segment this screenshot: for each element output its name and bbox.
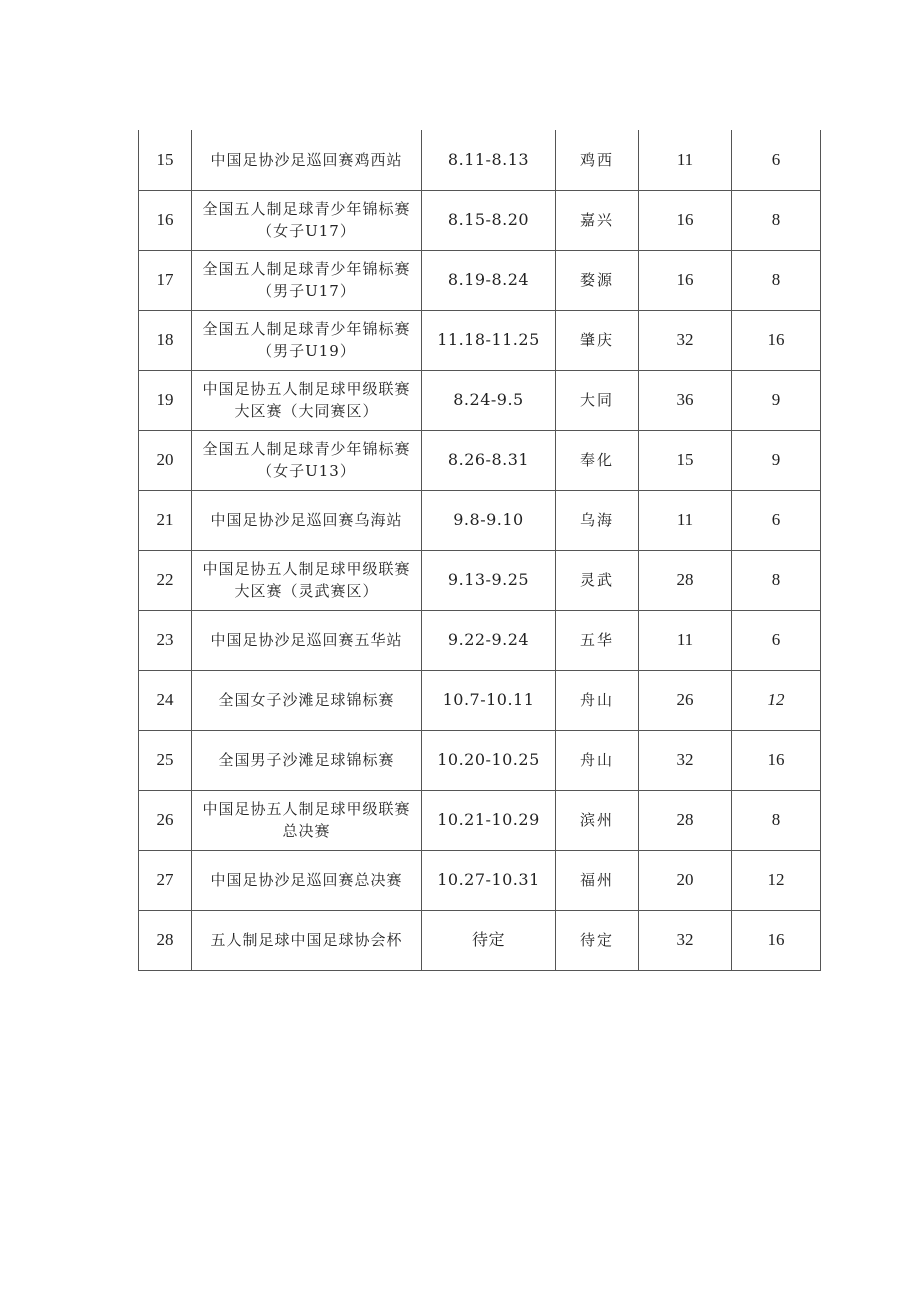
competition-schedule-table bbox=[138, 130, 821, 971]
event-count-a: 20 bbox=[639, 850, 732, 910]
event-count-a: 28 bbox=[639, 790, 732, 850]
event-dates: 10.21-10.29 bbox=[422, 790, 556, 850]
event-name: 中国足协沙足巡回赛五华站 bbox=[192, 610, 422, 670]
event-count-a: 15 bbox=[639, 430, 732, 490]
event-dates: 9.22-9.24 bbox=[422, 610, 556, 670]
row-number: 24 bbox=[139, 670, 192, 730]
row-number: 16 bbox=[139, 190, 192, 250]
row-number: 19 bbox=[139, 370, 192, 430]
table-row bbox=[139, 250, 821, 310]
row-number: 21 bbox=[139, 490, 192, 550]
event-count-a: 11 bbox=[639, 130, 732, 190]
event-count-b: 9 bbox=[732, 370, 821, 430]
table-row bbox=[139, 490, 821, 550]
table-row bbox=[139, 370, 821, 430]
table-row bbox=[139, 730, 821, 790]
table-row bbox=[139, 610, 821, 670]
event-dates: 8.11-8.13 bbox=[422, 130, 556, 190]
table-row bbox=[139, 430, 821, 490]
event-name: 中国足协沙足巡回赛总决赛 bbox=[192, 850, 422, 910]
event-count-b: 12 bbox=[732, 670, 821, 730]
table-row bbox=[139, 850, 821, 910]
event-count-b: 8 bbox=[732, 790, 821, 850]
event-count-b: 6 bbox=[732, 610, 821, 670]
event-dates: 8.26-8.31 bbox=[422, 430, 556, 490]
event-count-b: 9 bbox=[732, 430, 821, 490]
event-count-a: 32 bbox=[639, 910, 732, 970]
event-count-a: 32 bbox=[639, 310, 732, 370]
row-number: 18 bbox=[139, 310, 192, 370]
event-name: 五人制足球中国足球协会杯 bbox=[192, 910, 422, 970]
event-location: 肇庆 bbox=[556, 310, 639, 370]
event-count-a: 36 bbox=[639, 370, 732, 430]
event-name: 全国五人制足球青少年锦标赛（女子U13） bbox=[192, 430, 422, 490]
event-location: 待定 bbox=[556, 910, 639, 970]
row-number: 23 bbox=[139, 610, 192, 670]
event-count-b: 16 bbox=[732, 310, 821, 370]
event-dates: 10.7-10.11 bbox=[422, 670, 556, 730]
row-number: 25 bbox=[139, 730, 192, 790]
event-count-a: 16 bbox=[639, 190, 732, 250]
event-dates: 8.24-9.5 bbox=[422, 370, 556, 430]
event-name: 中国足协五人制足球甲级联赛总决赛 bbox=[192, 790, 422, 850]
event-count-b: 12 bbox=[732, 850, 821, 910]
event-location: 舟山 bbox=[556, 670, 639, 730]
event-count-b: 6 bbox=[732, 130, 821, 190]
table-row bbox=[139, 910, 821, 970]
event-count-a: 32 bbox=[639, 730, 732, 790]
row-number: 20 bbox=[139, 430, 192, 490]
event-dates: 9.8-9.10 bbox=[422, 490, 556, 550]
event-location: 五华 bbox=[556, 610, 639, 670]
event-name: 全国男子沙滩足球锦标赛 bbox=[192, 730, 422, 790]
event-count-a: 26 bbox=[639, 670, 732, 730]
event-name: 全国女子沙滩足球锦标赛 bbox=[192, 670, 422, 730]
row-number: 28 bbox=[139, 910, 192, 970]
event-name: 中国足协五人制足球甲级联赛大区赛（灵武赛区） bbox=[192, 550, 422, 610]
event-name: 全国五人制足球青少年锦标赛（女子U17） bbox=[192, 190, 422, 250]
row-number: 17 bbox=[139, 250, 192, 310]
event-dates: 11.18-11.25 bbox=[422, 310, 556, 370]
event-count-a: 11 bbox=[639, 610, 732, 670]
event-location: 灵武 bbox=[556, 550, 639, 610]
event-count-b: 8 bbox=[732, 250, 821, 310]
row-number: 26 bbox=[139, 790, 192, 850]
event-count-b: 8 bbox=[732, 550, 821, 610]
table-row bbox=[139, 190, 821, 250]
table-body bbox=[139, 130, 821, 970]
event-location: 鸡西 bbox=[556, 130, 639, 190]
table-row bbox=[139, 310, 821, 370]
event-count-b: 16 bbox=[732, 730, 821, 790]
table-row bbox=[139, 670, 821, 730]
event-name: 全国五人制足球青少年锦标赛（男子U17） bbox=[192, 250, 422, 310]
event-dates: 8.19-8.24 bbox=[422, 250, 556, 310]
event-name: 中国足协沙足巡回赛鸡西站 bbox=[192, 130, 422, 190]
event-location: 舟山 bbox=[556, 730, 639, 790]
event-count-a: 28 bbox=[639, 550, 732, 610]
event-location: 婺源 bbox=[556, 250, 639, 310]
event-dates: 待定 bbox=[422, 910, 556, 970]
table-row bbox=[139, 790, 821, 850]
row-number: 22 bbox=[139, 550, 192, 610]
event-dates: 10.20-10.25 bbox=[422, 730, 556, 790]
event-location: 福州 bbox=[556, 850, 639, 910]
table-row bbox=[139, 130, 821, 190]
event-count-b: 16 bbox=[732, 910, 821, 970]
event-count-a: 11 bbox=[639, 490, 732, 550]
event-dates: 10.27-10.31 bbox=[422, 850, 556, 910]
table-row bbox=[139, 550, 821, 610]
event-location: 乌海 bbox=[556, 490, 639, 550]
event-name: 全国五人制足球青少年锦标赛（男子U19） bbox=[192, 310, 422, 370]
event-location: 奉化 bbox=[556, 430, 639, 490]
row-number: 27 bbox=[139, 850, 192, 910]
event-dates: 9.13-9.25 bbox=[422, 550, 556, 610]
event-count-b: 8 bbox=[732, 190, 821, 250]
event-name: 中国足协沙足巡回赛乌海站 bbox=[192, 490, 422, 550]
event-count-b: 6 bbox=[732, 490, 821, 550]
event-location: 大同 bbox=[556, 370, 639, 430]
event-location: 滨州 bbox=[556, 790, 639, 850]
event-count-a: 16 bbox=[639, 250, 732, 310]
event-location: 嘉兴 bbox=[556, 190, 639, 250]
event-dates: 8.15-8.20 bbox=[422, 190, 556, 250]
event-name: 中国足协五人制足球甲级联赛大区赛（大同赛区） bbox=[192, 370, 422, 430]
row-number: 15 bbox=[139, 130, 192, 190]
